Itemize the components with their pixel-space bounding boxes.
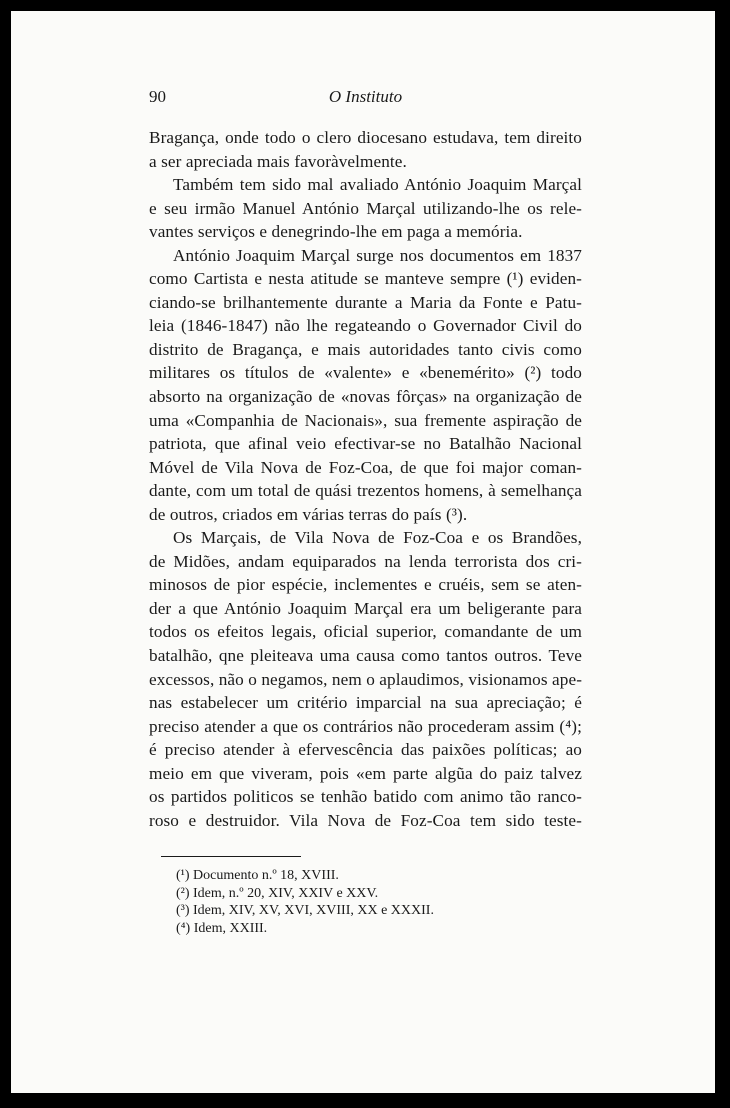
footnote: (²) Idem, n.º 20, XIV, XXIV e XXV. <box>176 885 379 901</box>
text-line: nas estabelecer um critério imparcial na sua apreciação; é <box>149 693 582 713</box>
text-line: roso e destruidor. Vila Nova de Foz-Coa tem sido teste- <box>149 810 582 830</box>
text-line: uma «Companhia de Nacionais», sua fremente aspiração de <box>149 410 582 430</box>
running-title: O Instituto <box>328 87 403 106</box>
text-line: Bragança, onde todo o clero diocesano estudava, tem direito <box>149 128 582 147</box>
text-line: António Joaquim Marçal surge nos documentos em 1837 <box>173 245 582 265</box>
text-line: batalhão, qne pleiteava uma causa como tantos outros. Teve <box>149 646 582 666</box>
footnote-divider <box>161 856 301 857</box>
text-line: meio em que viveram, pois «em parte algũa do paiz talvez <box>149 763 582 783</box>
text-line: como Cartista e nesta atitude se manteve sempre (¹) eviden- <box>149 269 582 289</box>
body-text <box>149 126 582 832</box>
page-number: 90 <box>149 87 166 106</box>
text-line: preciso atender a que os contrários não procederam assim (⁴); <box>149 716 582 736</box>
text-line: todos os efeitos legais, oficial superior, comandante de um <box>149 622 582 642</box>
text-line: de outros, criados em várias terras do país (³). <box>149 504 468 524</box>
text-line: de Midões, andam equiparados na lenda terrorista dos cri- <box>149 551 582 571</box>
text-line: absorto na organização de «novas fôrças» na organização de <box>149 387 582 407</box>
text-line: Os Marçais, de Vila Nova de Foz-Coa e os Brandões, <box>173 528 582 548</box>
text-line: Móvel de Vila Nova de Foz-Coa, de que foi major coman- <box>149 457 582 477</box>
book-page <box>11 11 715 1093</box>
footnote: (¹) Documento n.º 18, XVIII. <box>176 868 339 883</box>
text-line: e seu irmão Manuel António Marçal utilizando-lhe os rele- <box>149 198 582 218</box>
text-line: dante, com um total de quási trezentos homens, à semelhança <box>149 481 582 501</box>
text-line: der a que António Joaquim Marçal era um beligerante para <box>149 598 582 618</box>
text-line: excessos, não o negamos, nem o aplaudimos, visionamos ape- <box>149 669 583 689</box>
text-line: leia (1846-1847) não lhe regateando o Governador Civil do <box>149 316 582 336</box>
page-header <box>149 87 582 111</box>
text-line: os partidos politicos se tenhão batido com animo tão ranco- <box>149 787 582 807</box>
text-line: patriota, que afinal veio efectivar-se no Batalhão Nacional <box>149 434 582 454</box>
text-line: é preciso atender à efervescência das paixões políticas; ao <box>149 740 582 760</box>
text-line: militares os títulos de «valente» e «benemérito» (²) todo <box>149 363 582 383</box>
text-line: minosos de pior espécie, inclementes e cruéis, sem se aten- <box>149 575 582 595</box>
text-line: Também tem sido mal avaliado António Joaquim Marçal <box>173 175 582 195</box>
footnote: (⁴) Idem, XXIII. <box>176 920 268 936</box>
text-line: distrito de Bragança, e mais autoridades tanto civis como <box>149 339 582 359</box>
footnotes <box>176 867 434 937</box>
text-line: vantes serviços e denegrindo-lhe em paga a memória. <box>149 222 523 242</box>
footnote: (³) Idem, XIV, XV, XVI, XVIII, XX e XXXII. <box>176 903 434 918</box>
text-line: a ser apreciada mais favoràvelmente. <box>149 151 407 171</box>
text-line: ciando-se brilhantemente durante a Maria da Fonte e Patu- <box>149 292 582 312</box>
